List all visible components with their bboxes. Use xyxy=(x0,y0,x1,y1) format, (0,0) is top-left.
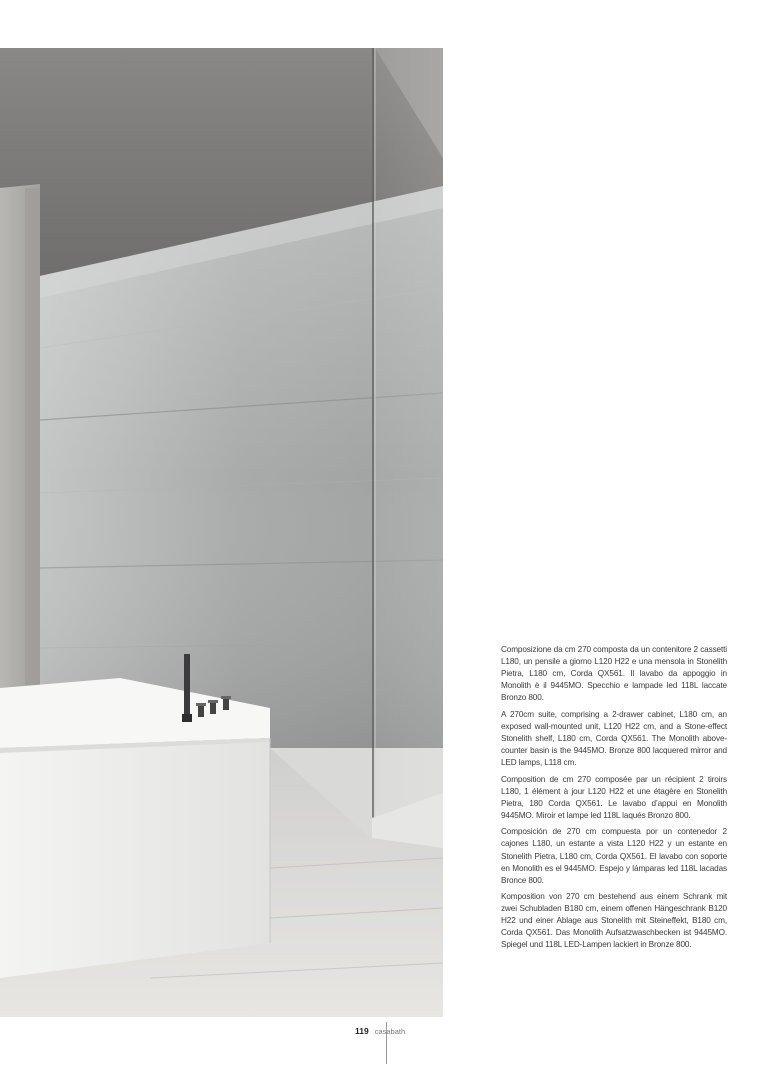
page-folio xyxy=(355,1026,405,1038)
paragraph-es: Composición de 270 cm compuesta por un contenedor 2 cajones L180, un estante a vista L120 H22 y un estante en Stonelith Pietra, L180 cm, Corda QX561. El lavabo con soporte en Monolith es el 9445MO. Espejo y lámparas led 118L lacadas Bronce 800. xyxy=(501,827,727,885)
brand-name: casabath xyxy=(374,1027,406,1036)
paragraph-de: Komposition von 270 cm bestehend aus einem Schrank mit zwei Schubladen B180 cm, einem offenen Hängeschrank B120 H22 und einer Ablage aus Stonelith mit Steineffekt, B180 cm, Corda QX561. Das Monolith Aufsatzwaschbecken ist 9445MO. Spiegel und 118L LED-Lampen lackiert in Bronze 800. xyxy=(501,892,727,950)
paragraph-en: A 270cm suite, comprising a 2-drawer cabinet, L180 cm, an exposed wall-mounted unit, L120 H22 cm, and a Stone-effect Stonelith shelf, L180 cm, Corda QX561. The Monolith above-counter basin is the 9445MO. Bronze 800 lacquered mirror and LED lamps, L118 cm. xyxy=(501,709,727,768)
page-number: 119 xyxy=(355,1026,369,1036)
paragraph-it: Composizione da cm 270 composta da un contenitore 2 cassetti L180, un pensile a giorno L120 H22 e una mensola in Stonelith Pietra, L180 cm, Corda QX561. Il lavabo da appoggio in Monolith è il 9445MO. Specchio e lampade led 118L laccate Bronzo 800. xyxy=(501,645,727,703)
paragraph-fr: Composition de cm 270 composée par un récipient 2 tiroirs L180, 1 élément à jour L120 H22 et une étagère en Stonelith Pietra, 180 Corda QX561. Le lavabo d’appui en Monolith 9445MO. Miroir et lampe led 118L laqués Bronzo 800. xyxy=(501,774,727,820)
description-column xyxy=(501,644,727,956)
bathroom-photo xyxy=(0,48,443,1017)
